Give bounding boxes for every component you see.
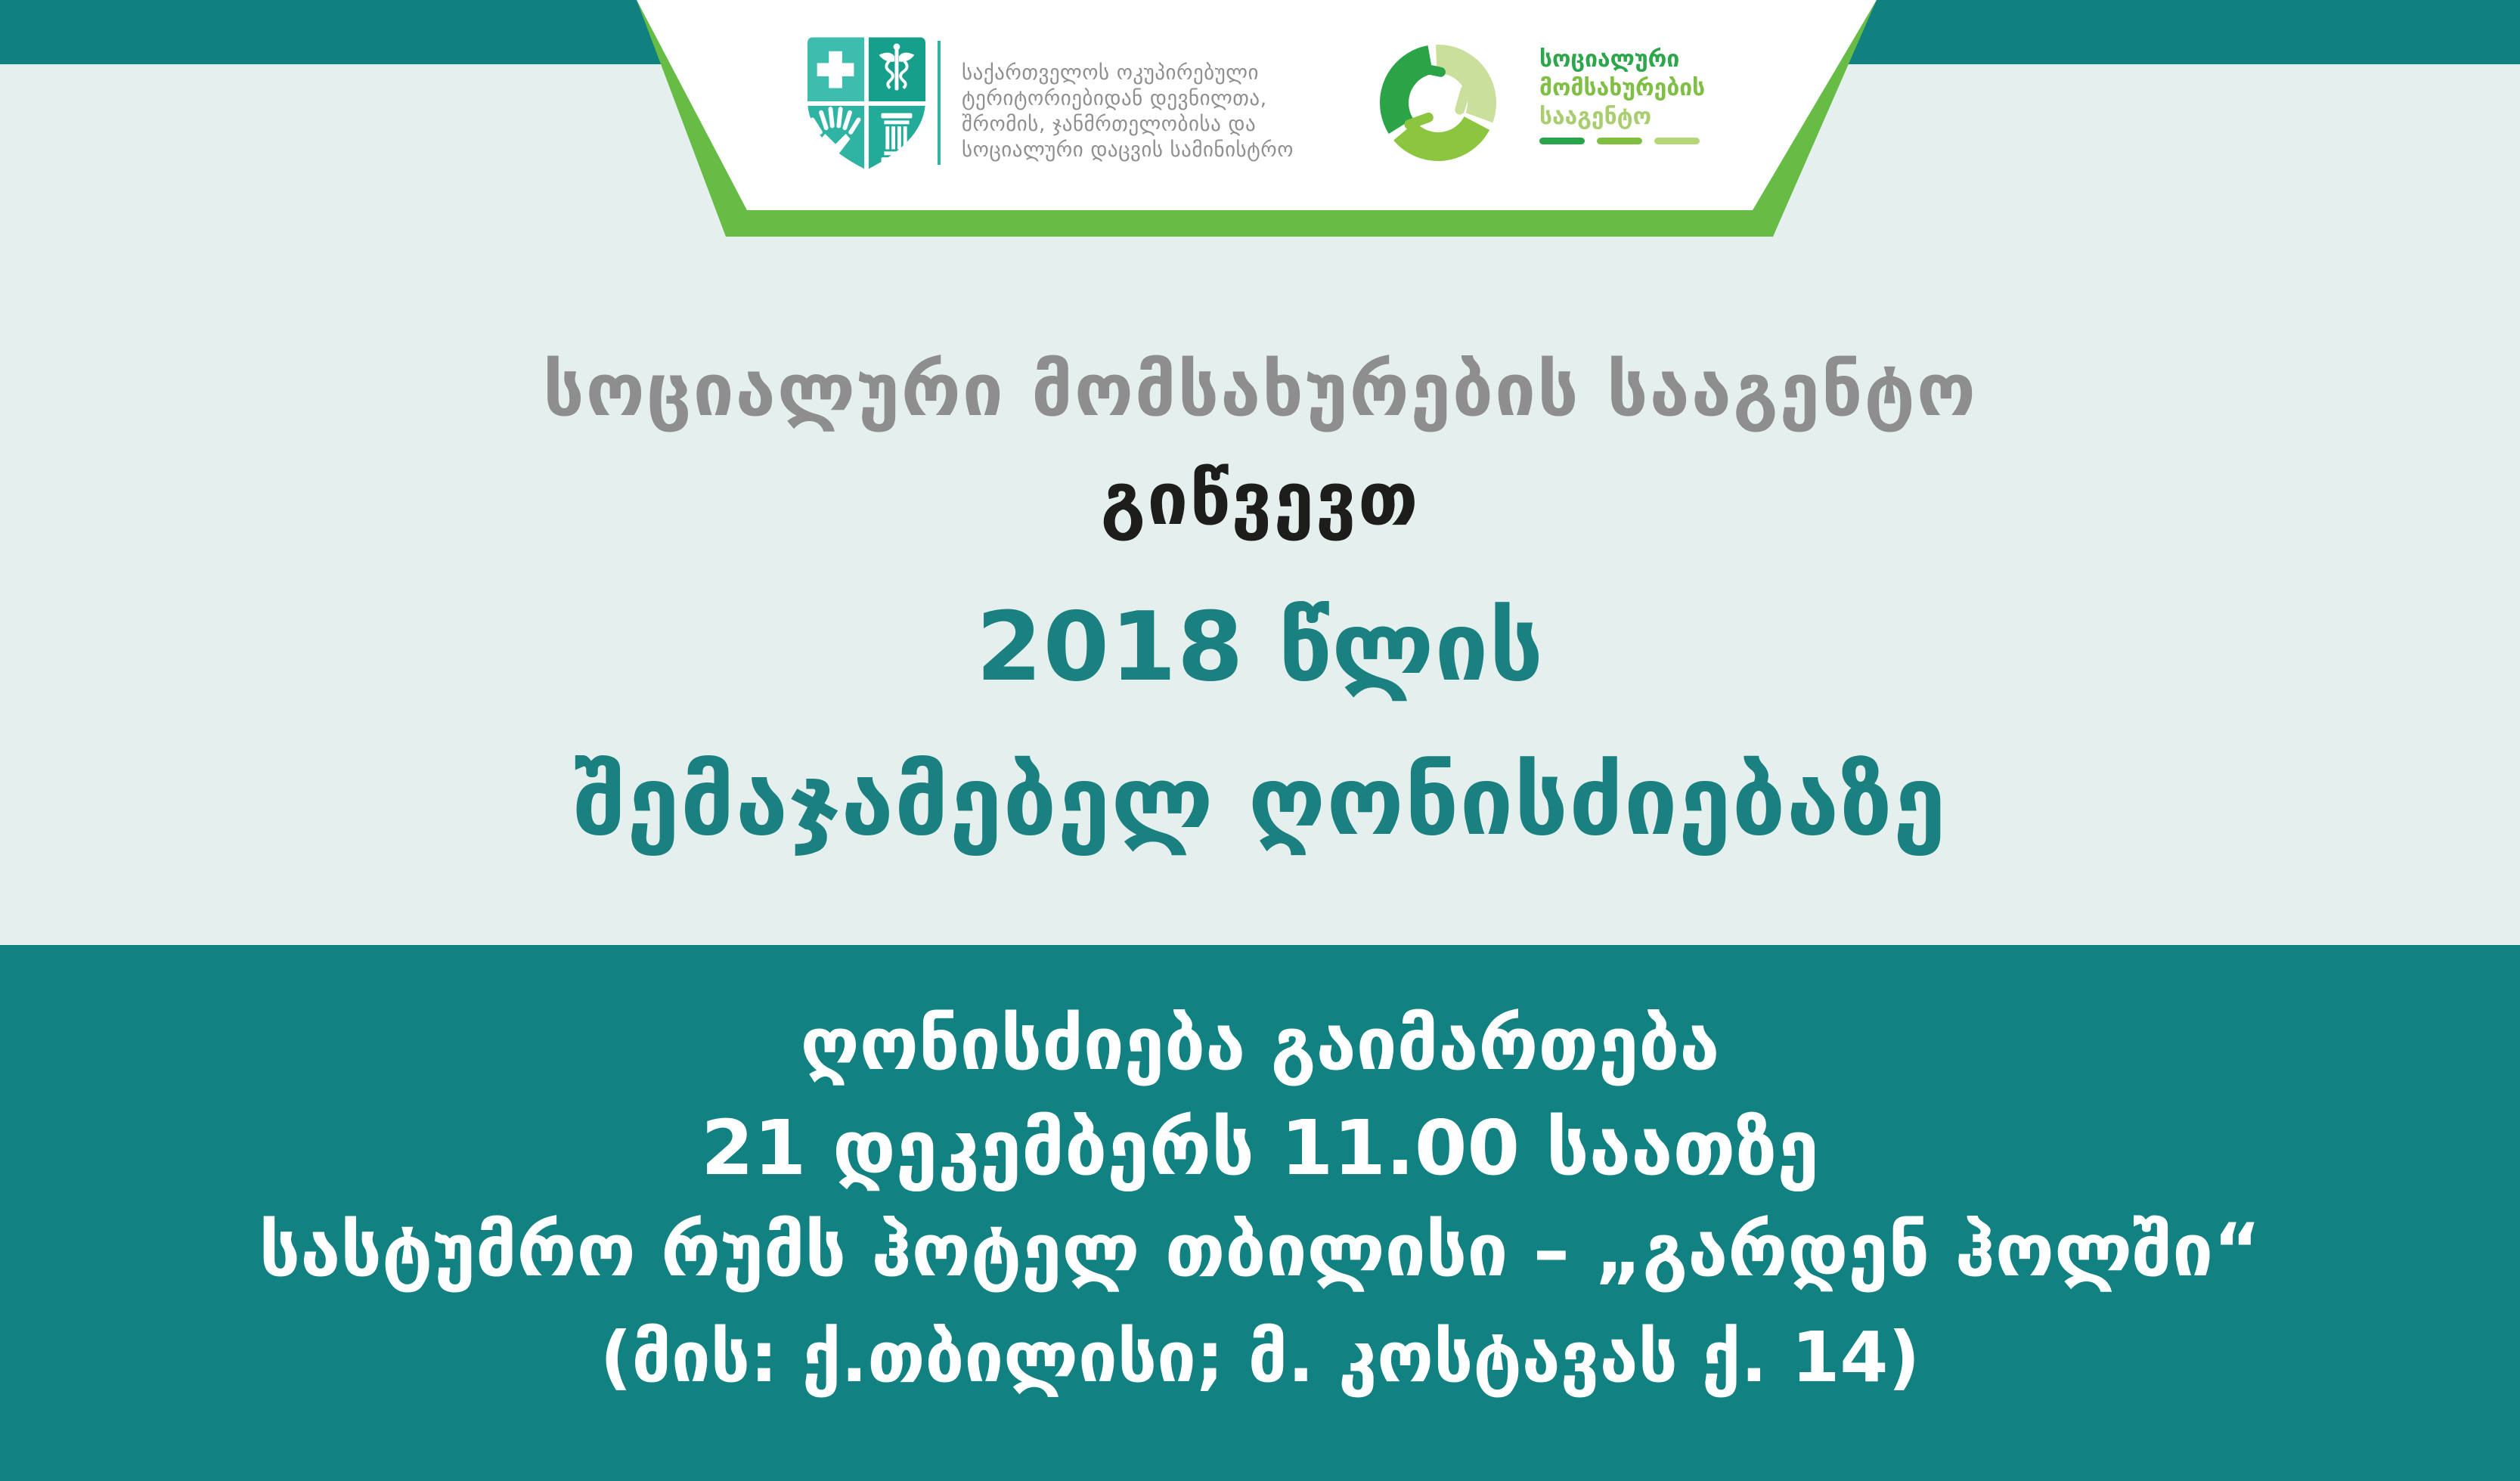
headline-event: შემაჯამებელ ღონისძიებაზე xyxy=(573,745,1947,857)
event-venue-line: სასტუმრო რუმს ჰოტელ თბილისი – „გარდენ ჰოლში“ xyxy=(259,1208,2261,1293)
shield-quadrant-bl xyxy=(807,106,864,170)
invitation-word: გიწვევთ xyxy=(1100,457,1420,541)
dash-light-green xyxy=(1654,138,1700,144)
ministry-name-line: ტერიტორიებიდან დევნილთა, xyxy=(962,87,1267,110)
dash-dark-green xyxy=(1539,138,1585,144)
agency-name-line: მომსახურების xyxy=(1539,75,1706,101)
agency-name-line: სოციალური xyxy=(1539,46,1680,73)
hands-circle-logo xyxy=(1362,38,1514,168)
ministry-name xyxy=(962,60,1294,163)
agency-name-line: სააგენტო xyxy=(1539,104,1652,130)
agency-name xyxy=(1539,45,1705,132)
event-intro-line: ღონისძიება გაიმართება xyxy=(800,1002,1720,1086)
event-address-line: (მის: ქ.თბილისი; მ. კოსტავას ქ. 14) xyxy=(600,1317,1920,1398)
logo-divider-line xyxy=(938,41,941,165)
event-datetime-line: 21 დეკემბერს 11.00 საათზე xyxy=(701,1104,1819,1192)
ministry-name-line: შრომის, ჯანმრთელობისა და xyxy=(962,113,1257,136)
agency-title: სოციალური მომსახურების სააგენტო xyxy=(543,348,1977,432)
ministry-shield-logo xyxy=(807,36,925,171)
headline-year: 2018 წლის xyxy=(975,591,1545,702)
ministry-name-line: სოციალური დაცვის სამინისტრო xyxy=(962,138,1294,162)
agency-logo-dashes xyxy=(1539,138,1700,144)
dash-mid-green xyxy=(1597,138,1642,144)
ministry-name-line: საქართველოს ოკუპირებული xyxy=(962,61,1259,85)
